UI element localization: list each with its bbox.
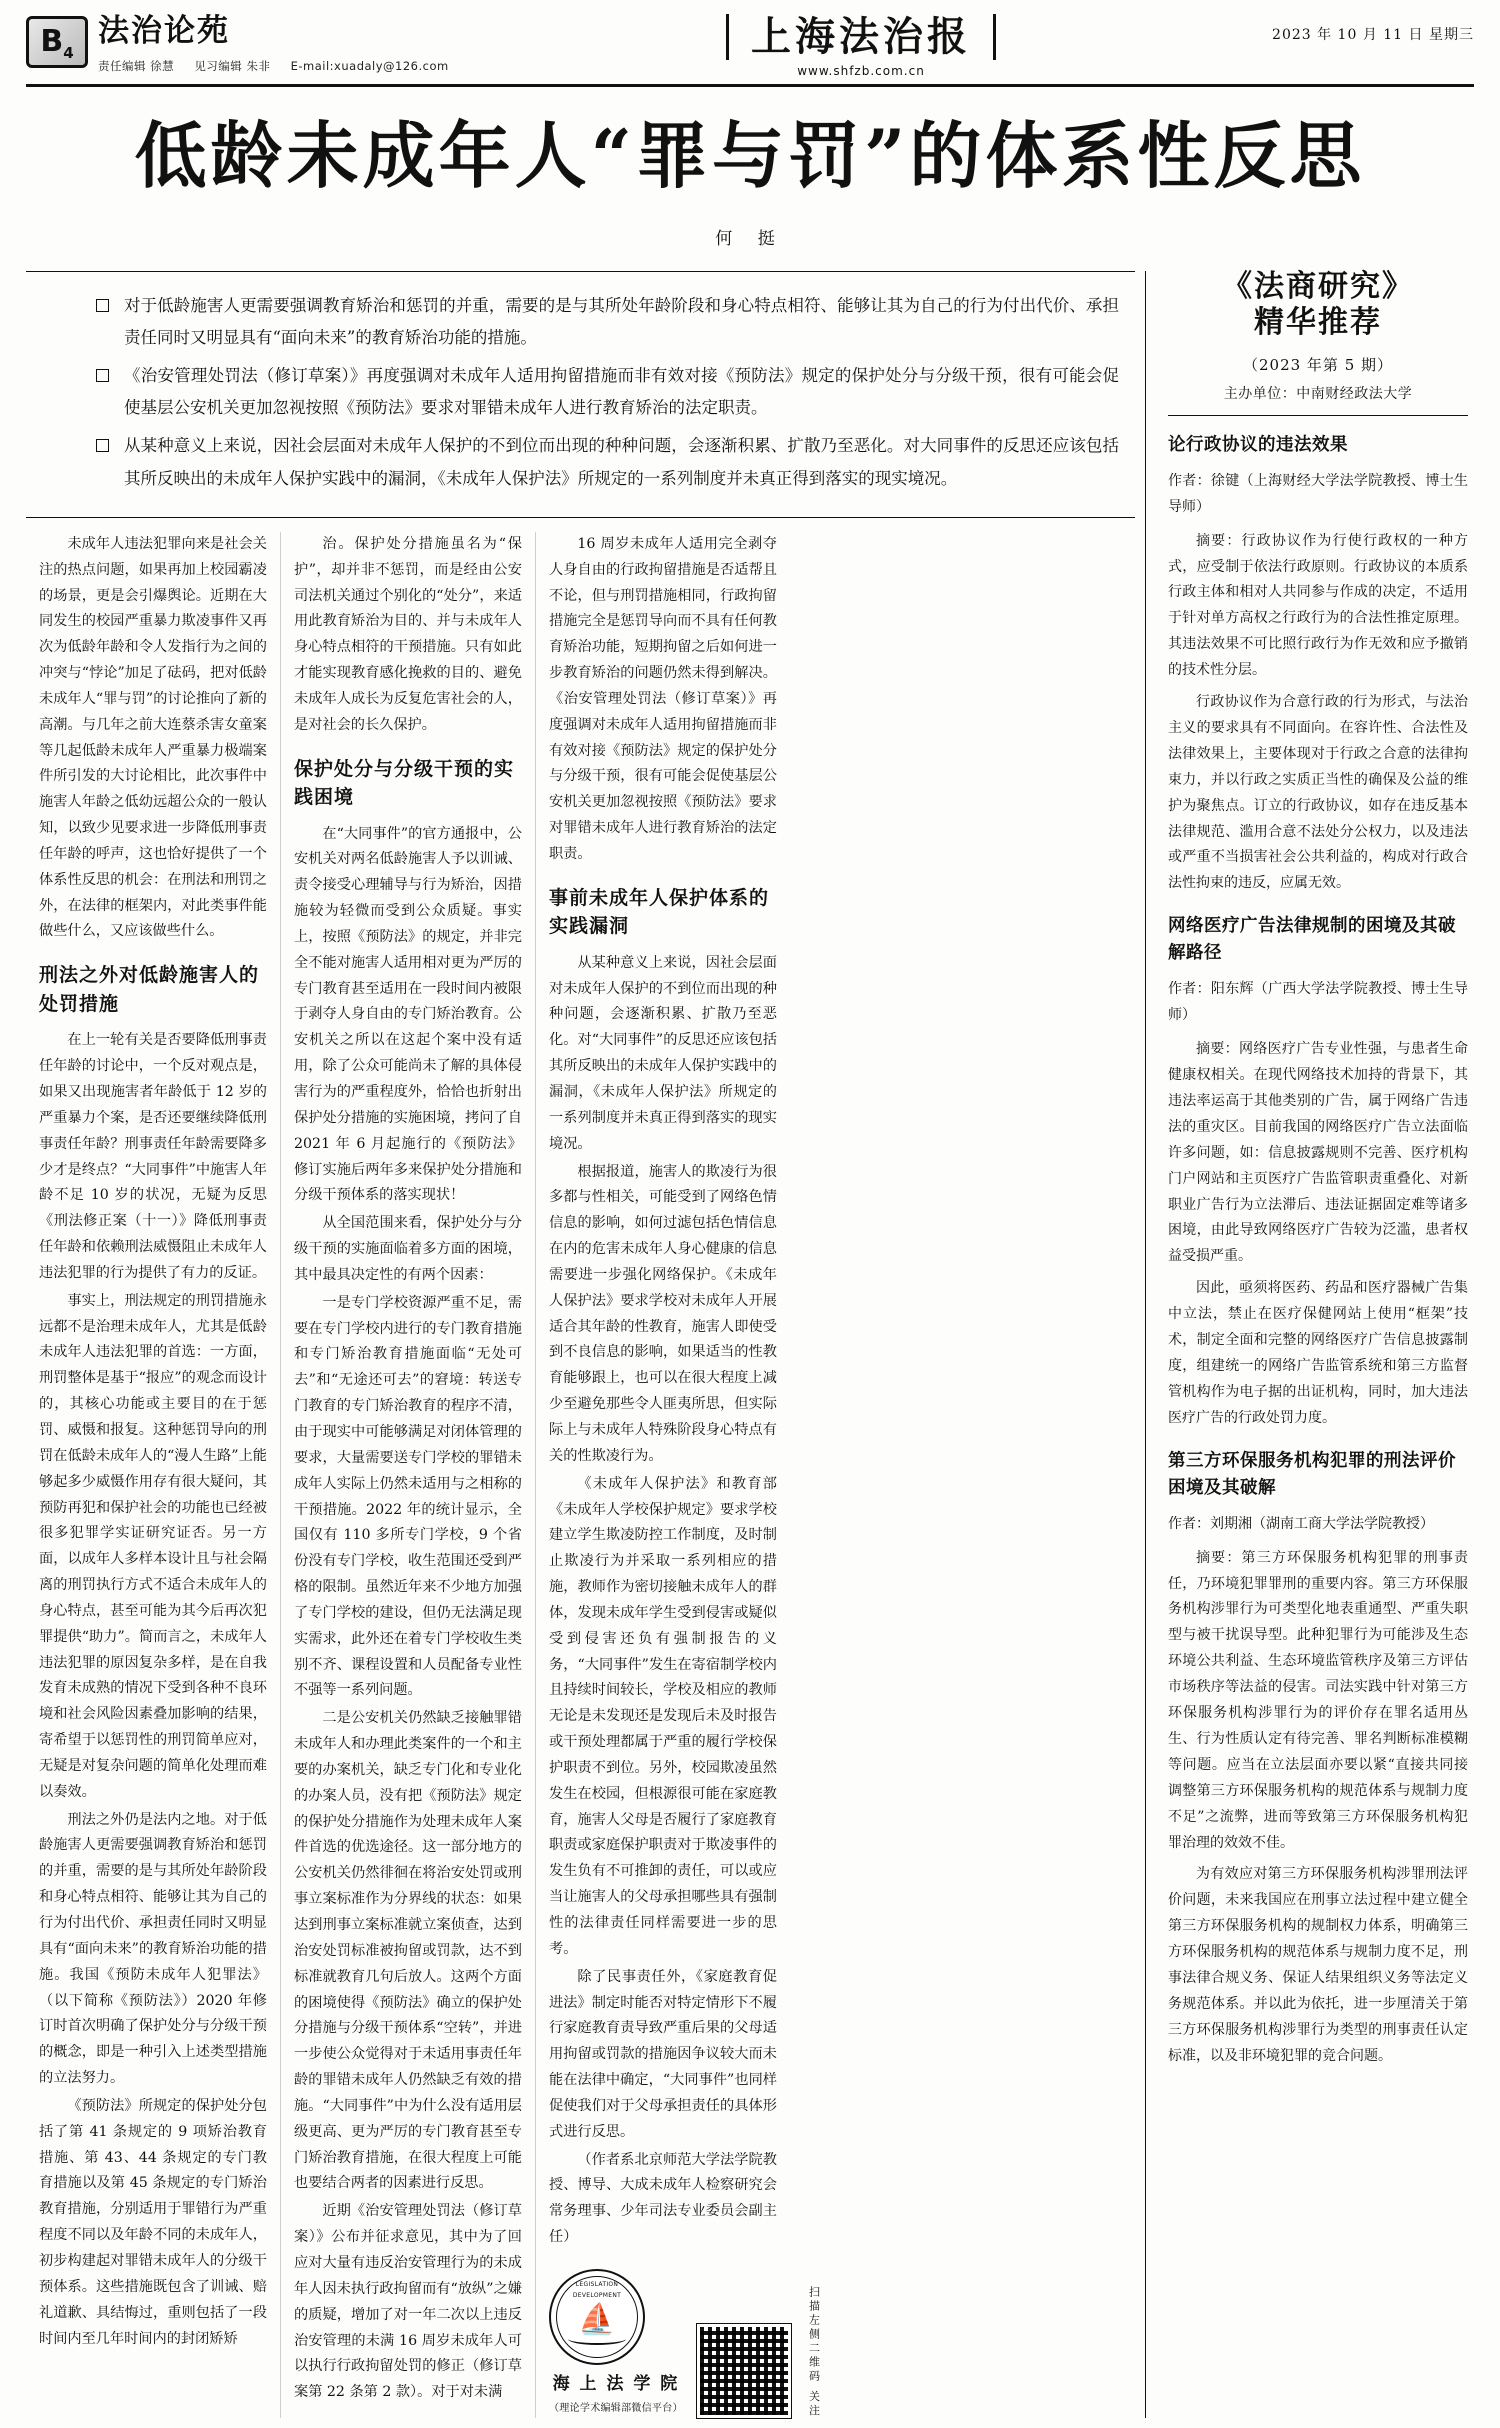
rail-article-paragraph: 摘要：第三方环保服务机构犯罪的刑事责任，乃环境犯罪罪刑的重要内容。第三方环保服务机构涉罪行为可类型化地表重通型、严重失职型与被干扰误导型。此种犯罪行为可能涉及生态环境公共利益、生态环境监管秩序及第三方评估市场秩序等法益的侵害。司法实践中针对第三方环保服务机构涉罪行为的评价存在罪名适用丛生、行为性质认定有待完善、罪名判断标准模糊等问题。应当在立法层面亦要以紧“直接共同接调整第三方环保服务机构的规范体系与规制力度不足”之流弊，进而等致第三方环保服务机构犯罪治理的效效不佳。 [1168, 1549, 1468, 1851]
badge-letter: B [40, 24, 64, 59]
vertical-divider [1145, 271, 1146, 2418]
paragraph: 刑法之外仍是法内之地。对于低龄施害人更需要强调教育矫治和惩罚的并重，需要的是与其所处年龄阶段和身心特点相符、能够让其为自己的行为付出代价、承担责任同时又明显具有“面向未来”的教育矫治功能的措施。我国《预防未成年人犯罪法》（以下简称《预防法》）2020 年修订时首次明确了保护处分与分级干预的概念，即是一种引入上述类型措施的立法努力。 [39, 1811, 267, 2087]
rail-article-author: 作者：刘期湘（湖南工商大学法学院教授） [1168, 1515, 1434, 1532]
footer-branding [549, 2269, 821, 2419]
article-column-3 [535, 532, 821, 2419]
section-heading: 保护处分与分级干预的实践困境 [294, 757, 515, 809]
publish-date: 2023 年 10 月 11 日 星期三 [1272, 27, 1474, 43]
rail-article-paragraph: 为有效应对第三方环保服务机构涉罪刑法评价问题，未来我国应在刑事立法过程中建立健全第三方环保服务机构的规制权力体系，明确第三方环保服务机构的规范体系与规制力度不足，刑事法律合规义务、保证人结果组织义务等法定义务规范体系。并以此为依托，进一步厘清关于第三方环保服务机构涉罪行为类型的刑事责任认定标准，以及非环境犯罪的竞合问题。 [1168, 1866, 1468, 2064]
rail-article-paragraph: 摘要：网络医疗广告专业性强，与患者生命健康权相关。在现代网络技术加持的背景下，其违法率运高于其他类别的广告，属于网络广告违法的重灾区。目前我国的网络医疗广告立法面临许多问题，如：信息披露规则不完善、医疗机构门户网站和主页医疗广告监管职责重叠化、对新职业广告行为立法滞后、违法证据固定难等诸多困境，由此导致网络医疗广告较为泛滥，患者权益受损严重。 [1168, 1041, 1468, 1265]
divider [1168, 415, 1468, 416]
wave-icon [568, 2333, 626, 2345]
rail-article-paragraph: 因此，亟须将医药、药品和医疗器械广告集中立法，禁止在医疗保健网站上使用“框架”技术，制定全面和完整的网络医疗广告信息披露制度，组建统一的网络广告监管系统和第三方监督管机构作为电子据的出证机构，同时，加大违法医疗广告的行政处罚力度。 [1168, 1280, 1468, 1426]
paragraph: 二是公安机关仍然缺乏接触罪错未成年人和办理此类案件的一个和主要的办案机关，缺乏专门化和专业化的办案人员，没有把《预防法》规定的保护处分措施作为处理未成年人案件首选的优选途径。这一部分地方的公安机关仍然徘徊在将治安处罚或刑事立案标准作为分界线的状态：如果达到刑事立案标准就立案侦查，达到治安处罚标准被拘留或罚款，达不到标准就教育几句后放人。这两个方面的困境使得《预防法》确立的保护处分措施与分级干预体系“空转”，并进一步使公众觉得对于未适用事责任年龄的罪错未成年人仍然缺乏有效的措施。“大同事件”中为什么没有适用层级更高、更为严厉的专门教育甚至专门矫治教育措施，在很大程度上可能也要结合两者的因素进行反思。 [294, 1710, 522, 2192]
section-title: 法治论苑 [98, 13, 230, 49]
paragraph: （作者系北京师范大学法学院教授、博导、大成未成年人检察研究会常务理事、少年司法专业委员会副主任） [549, 2151, 777, 2246]
paragraph: 《预防法》所规定的保护处分包括了第 41 条规定的 9 项矫治教育措施、第 43、44 条规定的专门教育措施以及第 45 条规定的专门矫治教育措施，分别适用于罪错行为严重程度不同以及年龄不同的未成年人，初步构建起对罪错未成年人的分级干预体系。这些措施既包含了训诫、赔礼道歉、具结悔过，重则包括了一段时间内至几年时间内的封闭矫矫 [39, 2097, 267, 2347]
rail-article-title: 论行政协议的违法效果 [1168, 434, 1348, 455]
paragraph: 未成年人违法犯罪向来是社会关注的热点问题，如果再加上校园霸凌的场景，更是会引爆舆论。近期在大同发生的校园严重暴力欺凌事件又再次为低龄年龄和令人发指行为之间的冲突与“悖论”加足了砝码，把对低龄未成年人“罪与罚”的讨论推向了新的高潮。与几年之前大连蔡杀害女童案等几起低龄未成年人严重暴力极端案件所引发的大讨论相比，此次事件中施害人年龄之低幼远超公众的一般认知，以致少见要求进一步降低刑事责任年龄的呼声，这也恰好提供了一个体系性反思的机会：在刑法和刑罚之外，在法律的框架内，对此类事件能做些什么，又应该做些什么。 [39, 535, 267, 940]
logo-en-text: LEGISLATION DEVELOPMENT [572, 2280, 622, 2299]
editor-responsible: 责任编辑 徐慧 [98, 59, 175, 74]
paragraph: 从全国范围来看，保护处分与分级干预的实施面临着多方面的困境，其中最具决定性的有两个因素： [294, 1215, 522, 1283]
checkbox-icon [96, 369, 118, 424]
rail-article-paragraph: 行政协议作为合意行政的行为形式，与法治主义的要求具有不同面向。在容许性、合法性及法律效果上，主要体现对于行政之合意的法律拘束力，并以行政之实质正当性的确保及公益的维护为聚焦点。订立的行政协议，如存在违反基本法律规范、滥用合意不法处分公权力，以及违法或严重不当损害社会公共利益的，构成对行政合法性拘束的违反，应属无效。 [1168, 694, 1468, 892]
article-columns [26, 532, 1135, 2418]
page-badge [26, 16, 88, 68]
summary-item [96, 360, 1119, 424]
paper-url: www.shfzb.com.cn [797, 64, 925, 78]
rail-article-title: 第三方环保服务机构犯罪的刑法评价困境及其破解 [1168, 1450, 1456, 1498]
content-area [26, 268, 1474, 2419]
paragraph: 除了民事责任外，《家庭教育促进法》制定时能否对特定情形下不履行家庭教育责导致严重后果的父母适用拘留或罚款的措施因争议较大而未能在法律中确定，“大同事件”也同样促使我们对于父母承担责任的具体形式进行反思。 [549, 1968, 777, 2140]
paragraph: 事实上，刑法规定的刑罚措施永远都不是治理未成年人，尤其是低龄未成年人违法犯罪的首选：一方面，刑罚整体是基于“报应”的观念而设计的，其核心功能或主要目的在于惩罚、威慑和报复。这种惩罚导向的刑罚在低龄未成年人的“漫人生路”上能够起多少威慑作用存有很大疑问，其预防再犯和保护社会的功能也已经被很多犯罪学实证研究证否。另一方面，以成年人多样本设计且与社会隔离的刑罚执行方式不适合未成年人的身心特点，甚至可能为其今后再次犯罪提供“助力”。简而言之，未成年人违法犯罪的原因复杂多样，是在自我发育未成熟的情况下受到各种不良环境和社会风险因素叠加影响的结果，寄希望于以惩罚性的刑罚简单应对，无疑是对复杂问题的简单化处理而难以奏效。 [39, 1292, 267, 1800]
article-column-2 [280, 532, 535, 2418]
logo-name: 海 上 法 学 院 [552, 2373, 680, 2394]
checkbox-icon [96, 299, 118, 354]
paragraph: 根据报道，施害人的欺凌行为很多都与性相关，可能受到了网络色情信息的影响，如何过滤包括色情信息在内的危害未成年人身心健康的信息需要进一步强化网络保护。《未成年人保护法》要求学校对未成年人开展适合其年龄的性教育，施害人即使受到不良信息的影响，如果适当的性教育能够跟上，也可以在很大程度上减少至避免那些令人匪夷所思，但实际际上与未成年人特殊阶段身心特点有关的性欺凌行为。 [549, 1163, 777, 1464]
rail-article-author: 作者：徐键（上海财经大学法学院教授、博士生导师） [1168, 472, 1468, 515]
editor-email: E-mail:xuadaly@126.com [290, 59, 449, 74]
summary-text: 对于低龄施害人更需要强调教育矫治和惩罚的并重，需要的是与其所处年龄阶段和身心特点相符、能够让其为自己的行为付出代价、承担责任同时又明显具有“面向未来”的教育矫治功能的措施。 [124, 295, 1119, 347]
paragraph: 治。保护处分措施虽名为“保护”，却并非不惩罚，而是经由公安司法机关通过个别化的“处分”，来适用此教育矫治为目的、并与未成年人身心特点相符的干预措施。只有如此才能实现教育感化挽救的目的、避免未成年人成长为反复危害社会的人，是对社会的长久保护。 [294, 535, 522, 733]
journal-logo-icon [549, 2269, 645, 2365]
paragraph: 一是专门学校资源严重不足，需要在专门学校内进行的专门教育措施和专门矫治教育措施面临“无处可去”和“无途还可去”的窘境：转送专门教育的专门矫治教育的程序不清，由于现实中可能够满足对闭体管理的要求，大量需要送专门学校的罪错未成年人实际上仍然未适用与之相称的干预措施。2022 年的统计显示，全国仅有 110 多所专门学校，9 个省份没有专门学校，收生范围还受到严格的限制。虽然近年来不少地方加强了专门学校的建设，但仍无法满足现实需求，此外还在着专门学校收生类别不齐、课程设置和人员配备专业性不强等一系列问题。 [294, 1294, 522, 1699]
section-heading: 刑法之外对低龄施害人的处罚措施 [39, 964, 260, 1015]
badge-number: 4 [63, 44, 74, 62]
paragraph: 近期《治安管理处罚法（修订草案）》公布并征求意见，其中为了回应对大量有违反治安管理行为的未成年人因未执行政拘留而有“放纵”之嫌的质疑，增加了对一年二次以上违反治安管理的未满 16 周岁未成年人可以执行行政拘留处罚的修正（修订草案第 22 条第 2 款）。对于对未满 [294, 2203, 522, 2401]
summary-text: 《治安管理处罚法（修订草案）》再度强调对未成年人适用拘留措施而非有效对接《预防法》规定的保护处分与分级干预，很有可能会促使基层公安机关更加忽视按照《预防法》要求对罪错未成年人进行教育矫治的法定职责。 [124, 366, 1119, 418]
byline: 何 挺 [715, 228, 785, 249]
qr-code[interactable] [697, 2324, 791, 2418]
article-column-1 [26, 532, 280, 2418]
section-heading: 事前未成年人保护体系的实践漏洞 [549, 886, 770, 938]
page-badge-wrap [26, 14, 92, 68]
rail-article-title: 网络医疗广告法律规制的困境及其破解路径 [1168, 916, 1456, 964]
rail-article-paragraph: 摘要：行政协议作为行使行政权的一种方式，应受制于依法行政原则。行政协议的本质系行政主体和相对人共同参与作成的决定，不适用于针对单方高权之行政行为的合法性推定原理。其违法效果不可比照行政行为作无效和应予撤销的技术性分层。 [1168, 532, 1468, 679]
editor-intern: 见习编辑 朱非 [194, 59, 271, 74]
sailboat-icon: ⛵ [578, 2301, 616, 2337]
rail-issue: （2023 年第 5 期） [1242, 355, 1394, 374]
paragraph: 在上一轮有关是否要降低刑事责任年龄的讨论中，一个反对观点是，如果又出现施害者年龄低于 12 岁的严重暴力个案，是否还要继续降低刑事责任年龄？刑事责任年龄需要降多少才是终点？“大同事件”中施害人年龄不足 10 岁的状况，无疑为反思《刑法修正案（十一）》降低刑事责任年龄和依赖刑法威慑阻止未成年人违法犯罪的行为提供了有力的反证。 [39, 1032, 267, 1281]
paper-brand [528, 14, 1194, 78]
summary-item [96, 290, 1119, 354]
qr-caption: 扫描左侧二维码 关注 [807, 2285, 821, 2419]
paragraph: 在“大同事件”的官方通报中，公安机关对两名低龄施害人予以训诫、责令接受心理辅导与行为矫治，因措施较为轻微而受到公众质疑。事实上，按照《预防法》的规定，并非完全不能对施害人适用相对更为严厉的专门教育甚至适用在一段时间内被限于剥夺人身自由的专门矫治教育。公安机关之所以在这起个案中没有适用，除了公众可能尚未了解的具体侵害行为的严重程度外，恰恰也折射出保护处分措施的实施困境，拷问了自 2021 年 6 月起施行的《预防法》修订实施后两年多来保护处分措施和分级干预体系的落实现状！ [294, 825, 522, 1204]
summary-text: 从某种意义上来说，因社会层面对未成年人保护的不到位而出现的种种问题，会逐渐积累、扩散乃至恶化。对大同事件的反思还应该包括其所反映出的未成年人保护实践中的漏洞，《未成年人保护法》所规定的一系列制度并未真正得到落实的现实境况。 [124, 436, 1119, 488]
masthead [26, 14, 1474, 87]
paper-name: 上海法治报 [726, 14, 996, 60]
sidebar-journal-recommendations [1156, 268, 1474, 2418]
page-title: 低龄未成年人“罪与罚”的体系性反思 [134, 113, 1366, 198]
summary-box [26, 271, 1135, 518]
checkbox-icon [96, 439, 118, 494]
editor-line [98, 58, 528, 74]
rail-title-line2: 精华推荐 [1254, 305, 1382, 341]
summary-item [96, 430, 1119, 494]
section-block [92, 14, 528, 74]
rail-organizer: 主办单位：中南财经政法大学 [1223, 385, 1413, 402]
paragraph: 从某种意义上来说，因社会层面对未成年人保护的不到位而出现的种种问题，会逐渐积累、扩散乃至恶化。对“大同事件”的反思还应该包括其所反映出的未成年人保护实践中的漏洞，《未成年人保护法》所规定的一系列制度并未真正得到落实的现实境况。 [549, 954, 777, 1152]
logo-subtitle: （理论学术编辑部微信平台） [549, 2402, 683, 2414]
paragraph: 《未成年人保护法》和教育部《未成年人学校保护规定》要求学校建立学生欺凌防控工作制度，及时制止欺凌行为并采取一系列相应的措施，教师作为密切接触未成年人的群体，发现未成年学生受到侵害或疑似受到侵害还负有强制报告的义务，“大同事件”发生在寄宿制学校内且持续时间较长，学校及相应的教师无论是未发现还是发现后未及时报告或干预处理都属于严重的履行学校保护职责不到位。另外，校园欺凌虽然发生在校园，但根源很可能在家庭教育，施害人父母是否履行了家庭教育职责或家庭保护职责对于欺凌事件的发生负有不可推卸的责任，可以或应当让施害人的父母承担哪些具有强制性的法律责任同样需要进一步的思考。 [549, 1475, 777, 1957]
rail-article-author: 作者：阳东辉（广西大学法学院教授、博士生导师） [1168, 981, 1468, 1024]
rail-title-line1: 《法商研究》 [1222, 268, 1414, 304]
paragraph: 16 周岁未成年人适用完全剥夺人身自由的行政拘留措施是否适帮且不论，但与刑罚措施相同，行政拘留措施完全是惩罚导向而不具有任何教育矫治功能，短期拘留之后如何进一步教育矫治的问题仍然未得到解决。《治安管理处罚法（修订草案）》再度强调对未成年人适用拘留措施而非有效对接《预防法》规定的保护处分与分级干预，很有可能会促使基层公安机关更加忽视按照《预防法》要求对罪错未成年人进行教育矫治的法定职责。 [549, 535, 777, 862]
